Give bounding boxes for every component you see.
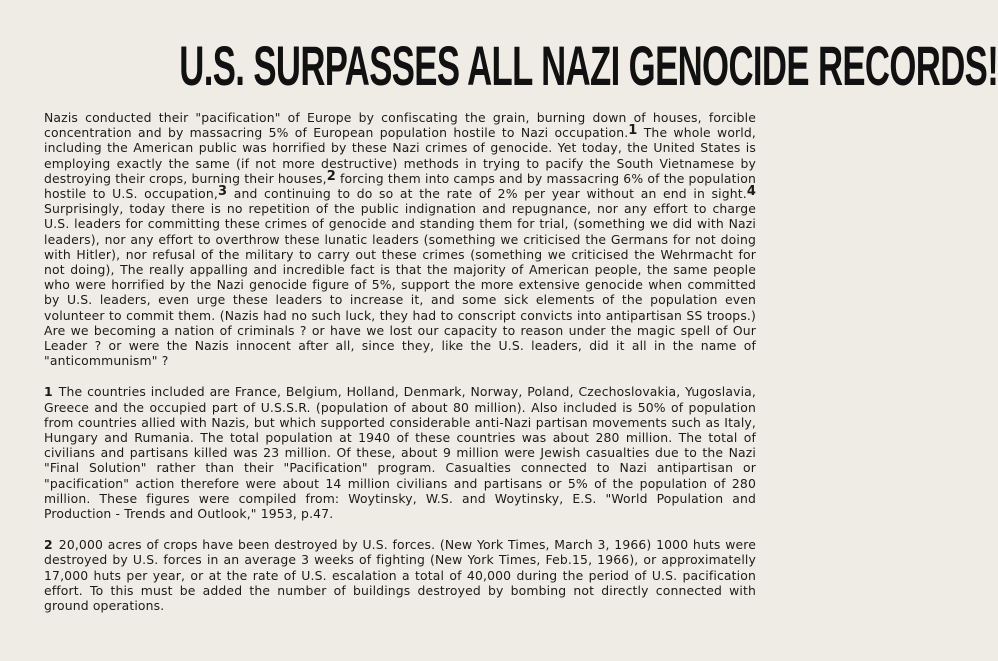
headline: U.S. SURPASSES ALL NAZI GENOCIDE RECORDS!: [179, 34, 998, 97]
main-body-paragraph: [44, 110, 756, 368]
footnote-marker: 4: [746, 184, 757, 200]
footnote-text: The countries included are France, Belgium, Holland, Denmark, Norway, Poland, Czechoslovakia, Yugoslavia, Greece and the occupied part of U.S.S.R. (population of about 80 million). Also included is 50% of population from countries allied with Nazis, but which supported considerable anti-Nazi partisan movements such as Italy, Hungary and Rumania. The total population at 1940 of these countries was about 280 million. The total of civilians and partisans killed was 23 million. Of these, about 9 million were Jewish casualties due to the Nazi "Final Solution" rather than their "Pacification" program. Casualties connected to Nazi antipartisan or "pacification" action therefore were about 14 million civilians and partisans or 5% of the population of 280 million. These figures were compiled from: Woytinsky, W.S. and Woytinsky, E.S. "World Population and Production - Trends and Outlook," 1953, p.47.: [44, 384, 756, 522]
footnote-number: 2: [44, 537, 53, 553]
footnote-2: [44, 537, 756, 613]
footnote-1: [44, 384, 756, 521]
body-text-segment: Surprisingly, today there is no repetition of the public indignation and repugnance, nor any effort to charge U.S. leaders for committing these crimes of genocide and standing them for trial, (something we did with Nazi leaders), nor any effort to overthrow these lunatic leaders (something we criticised the Germans for not doing with Hitler), nor refusal of the military to carry out these crimes (something we criticised the Wehrmacht for not doing), The really appalling and incredible fact is that the majority of American people, the same people who were horrified by the Nazi genocide figure of 5%, support the more extensive genocide when committed by U.S. leaders, even urge these leaders to increase it, and some sick elements of the population even volunteer to commit them. (Nazis had no such luck, they had to conscript convicts into antipartisan SS troops.) Are we becoming a nation of criminals ? or have we lost our capacity to reason under the magic spell of Our Leader ? or were the Nazis innocent after all, since they, like the U.S. leaders, did it all in the name of "anticommunism" ?: [44, 201, 756, 369]
body-text-segment: forcing them into camps and by massacring 6% of the population hostile to U.S. occupation,: [44, 170, 756, 202]
body-text-segment: and continuing to do so at the rate of 2% per year without an end in sight.: [227, 186, 747, 202]
body-text-segment: Nazis conducted their "pacification" of Europe by confiscating the grain, burning down of houses, forcible concentration and by massacring 5% of European population hostile to Nazi occupation.: [44, 110, 756, 141]
footnote-number: 1: [44, 384, 53, 400]
footnote-marker: 2: [326, 168, 336, 184]
body-text-segment: The whole world, including the American public was horrified by these Nazi crimes of genocide. Yet today, the United States is employing exactly the same (if not more destructive) methods in trying to pacify the South Vietnamese by destroying their crops, burning their houses,: [44, 125, 756, 186]
footnote-marker: 1: [628, 123, 638, 139]
footnote-text: 20,000 acres of crops have been destroyed by U.S. forces. (New York Times, March 3, 1966) 1000 huts were destroyed by U.S. forces in an average 3 weeks of fighting (New York Times, Feb.15, 1966), or approximatelly 17,000 huts per year, or at the rate of U.S. escalation a total of 40,000 during the period of U.S. pacification effort. To this must be added the number of buildings destroyed by bombing not directly connected with ground operations.: [44, 537, 756, 614]
footnote-marker: 3: [217, 184, 228, 200]
